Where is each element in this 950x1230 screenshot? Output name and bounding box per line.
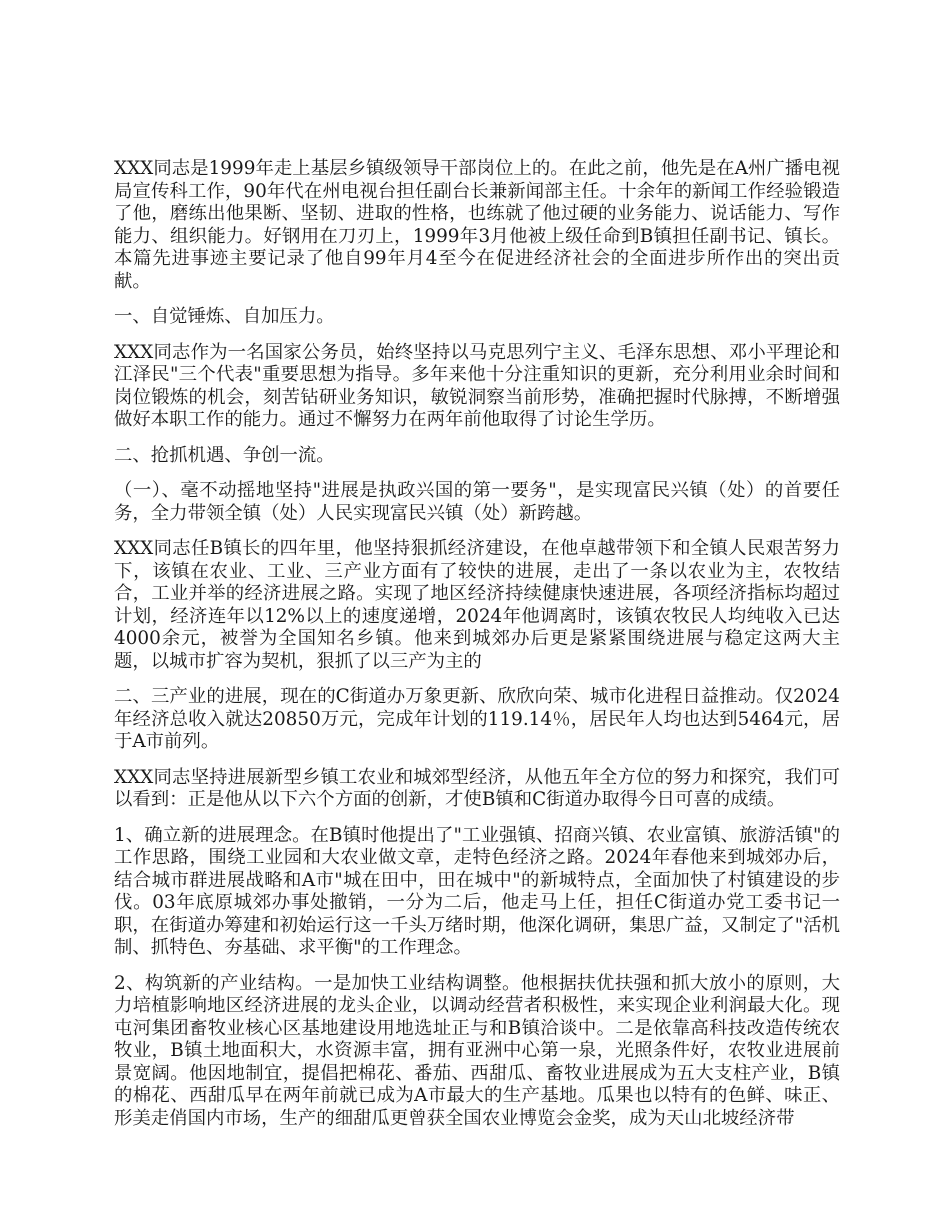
section-heading-1: 一、自觉锤炼、自加压力。: [114, 306, 335, 327]
paragraph-intro: XXX同志是1999年走上基层乡镇级领导干部岗位上的。在此之前，他先是在A州广播电视局宣传科工作，90年代在州电视台担任副台长兼新闻部主任。十余年的新闻工作经验锻造了他，磨练出他果断、坚韧、进取的性格，也练就了他过硬的业务能力、说话能力、写作能力、组织能力。好钢用在刀刃上，1999年3月他被上级任命到B镇担任副书记、镇长。本篇先进事迹主要记录了他自99年月4至今在促进经济社会的全面进步所作出的突出贡献。: [114, 158, 840, 292]
paragraph-item-1: 1、确立新的进展理念。在B镇时他提出了"工业强镇、招商兴镇、农业富镇、旅游活镇"的工作思路，围绕工业园和大农业做文章，走特色经济之路。2024年春他来到城郊办后，结合城市群进展战略和A市"城在田中，田在城中"的新城特点，全面加快了村镇建设的步伐。03年底原城郊办事处撤销，一分为二后，他走马上任，担任C街道办党工委书记一职，在街道办筹建和初始运行这一千头万绪时期，他深化调研，集思广益，又制定了"活机制、抓特色、夯基础、求平衡"的工作理念。: [114, 824, 840, 958]
section-heading-2: 二、抢抓机遇、争创一流。: [114, 444, 335, 466]
paragraph-six-aspects: XXX同志坚持进展新型乡镇工农业和城郊型经济，从他五年全方位的努力和探究，我们可以看到：正是他从以下六个方面的创新，才使B镇和C街道办取得今日可喜的成绩。: [114, 766, 840, 810]
paragraph-item-2: 2、构筑新的产业结构。一是加快工业结构调整。他根据扶优扶强和抓大放小的原则，大力培植影响地区经济进展的龙头企业，以调动经营者积极性，来实现企业利润最大化。现屯河集团畜牧业核心区基地建设用地选址正与和B镇洽谈中。二是依靠高科技改造传统农牧业，B镇土地面积大，水资源丰富，拥有亚洲中心第一泉，光照条件好，农牧业进展前景宽阔。他因地制宜，提倡把棉花、番茄、西甜瓜、畜牧业进展成为五大支柱产业，B镇的棉花、西甜瓜早在两年前就已成为A市最大的生产基地。瓜果也以特有的色鲜、味正、形美走俏国内市场，生产的细甜瓜更曾获全国农业博览会金奖，成为天山北坡经济带: [114, 972, 840, 1129]
paragraph-c-street: 二、三产业的进展，现在的C街道办万象更新、欣欣向荣、城市化进程日益推动。仅2024年经济总收入就达20850万元，完成年计划的119.14％，居民年人均也达到5464元，居于A市前列。: [114, 686, 840, 752]
subsection-heading-1: （一）、毫不动摇地坚持"进展是执政兴国的第一要务"，是实现富民兴镇（处）的首要任务，全力带领全镇（处）人民实现富民兴镇（处）新跨越。: [114, 480, 840, 524]
paragraph-study: XXX同志作为一名国家公务员，始终坚持以马克思列宁主义、毛泽东思想、邓小平理论和江泽民"三个代表"重要思想为指导。多年来他十分注重知识的更新，充分利用业余时间和岗位锻炼的机会，刻苦钻研业务知识，敏锐洞察当前形势，准确把握时代脉搏，不断增强做好本职工作的能力。通过不懈努力在两年前他取得了讨论生学历。: [114, 341, 840, 430]
document-body: [114, 158, 840, 1143]
paragraph-b-town: XXX同志任B镇长的四年里，他坚持狠抓经济建设，在他卓越带领下和全镇人民艰苦努力下，该镇在农业、工业、三产业方面有了较快的进展，走出了一条以农业为主，农牧结合，工业并举的经济进展之路。实现了地区经济持续健康快速进展，各项经济指标均超过计划，经济连年以12%以上的速度递增，2024年他调离时，该镇农牧民人均纯收入已达4000余元，被誉为全国知名乡镇。他来到城郊办后更是紧紧围绕进展与稳定这两大主题，以城市扩容为契机，狠抓了以三产为主的: [114, 538, 840, 672]
